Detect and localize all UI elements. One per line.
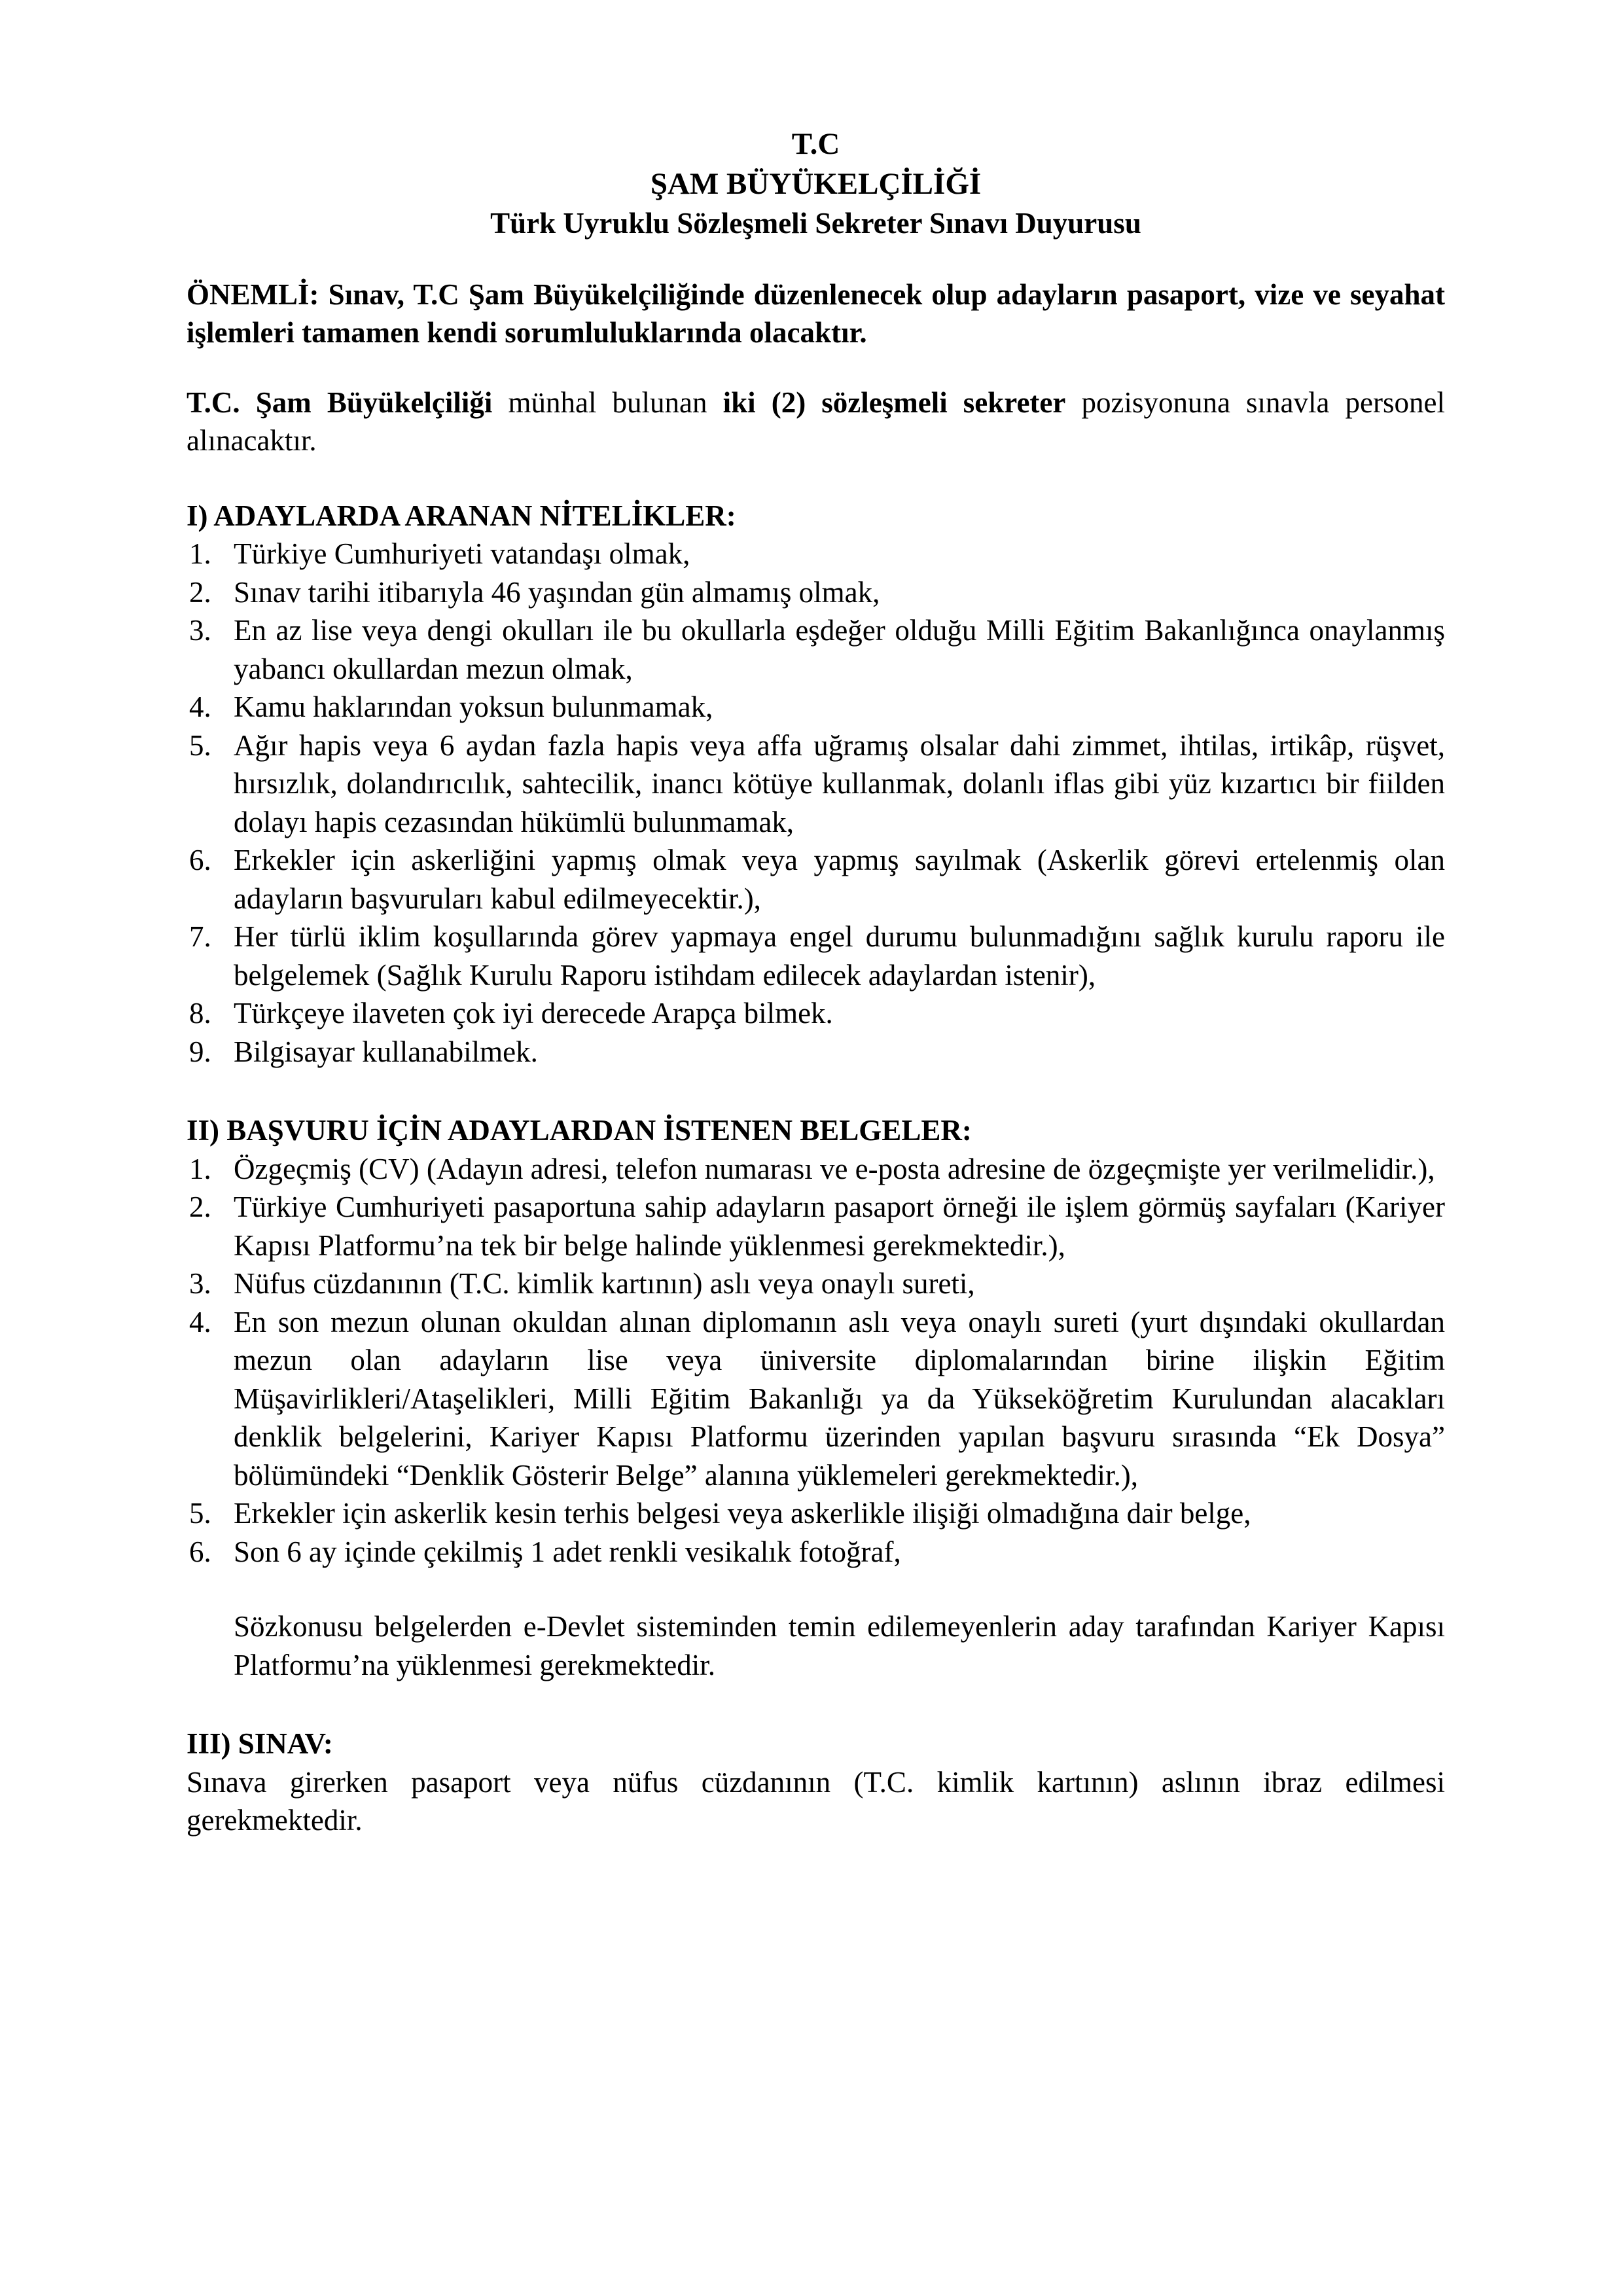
list-item-text: Türkçeye ilaveten çok iyi derecede Arapça bilmek.	[234, 997, 833, 1030]
header-line-subtitle: Türk Uyruklu Sözleşmeli Sekreter Sınavı Duyurusu	[490, 207, 1141, 240]
list-item-text: Ağır hapis veya 6 aydan fazla hapis veya affa uğramış olsalar dahi zimmet, ihtilas, irtikâp, rüşvet, hırsızlık, dolandırıcılık, sahtecilik, inancı kötüye kullanmak, dolanlı iflas gibi yüz kızartıcı bir fiilden dolayı hapis cezasından hükümlü bulunmamak,	[234, 728, 1445, 838]
spacer	[187, 460, 1445, 497]
intro-plain-1: münhal bulunan	[492, 386, 723, 419]
list-item-text: Bilgisayar kullanabilmek.	[234, 1035, 538, 1068]
list-item-text: En son mezun olunan okuldan alınan diplomanın aslı veya onaylı sureti (yurt dışındaki okullardan mezun olan adayların lise veya üniversite diplomalarından birine ilişkin Eğitim Müşavirlikleri/Ataşelikleri, Milli Eğitim Bakanlığı ya da Yükseköğretim Kurulundan alacakları denklik belgelerini, Kariyer Kapısı Platformu üzerinden yapılan başvuru sırasında “Ek Dosya” bölümündeki “Denklik Gösterir Belge” alanına yüklemeleri gerekmektedir.),	[234, 1305, 1445, 1492]
list-item	[187, 1033, 1445, 1071]
header-line-tc: T.C	[791, 127, 840, 161]
list-item	[187, 994, 1445, 1033]
intro-paragraph	[187, 384, 1445, 460]
list-item-number: 9.	[189, 1035, 211, 1068]
list-item-text: Türkiye Cumhuriyeti vatandaşı olmak,	[234, 537, 690, 571]
list-item	[187, 611, 1445, 688]
intro-embassy-name: T.C. Şam Büyükelçiliği	[187, 386, 493, 419]
list-item-number: 4.	[189, 1305, 211, 1338]
intro-plain-2: pozisyonuna sınavla personel alınacaktır.	[187, 386, 1445, 457]
section-iii-heading: III) SINAV:	[187, 1727, 333, 1761]
list-item	[187, 841, 1445, 918]
list-item	[187, 1494, 1445, 1533]
spacer	[187, 352, 1445, 384]
list-item-number: 5.	[189, 728, 211, 762]
list-item-text: Kamu haklarından yoksun bulunmamak,	[234, 691, 713, 724]
intro-position-count: iki (2) sözleşmeli sekreter	[722, 386, 1066, 419]
list-item-text: Erkekler için askerliğini yapmış olmak veya yapmış sayılmak (Askerlik görevi ertelenmiş olan adayların başvuruları kabul edilmeyecektir.),	[234, 844, 1445, 915]
spacer	[187, 1071, 1445, 1111]
spacer	[187, 243, 1445, 276]
list-item-number: 2.	[189, 1191, 211, 1224]
list-item	[187, 1533, 1445, 1571]
section-i-list	[187, 535, 1445, 1071]
list-item-number: 8.	[189, 997, 211, 1030]
list-item	[187, 726, 1445, 842]
list-item-text: Nüfus cüzdanının (T.C. kimlik kartının) aslı veya onaylı sureti,	[234, 1267, 975, 1300]
list-item-number: 7.	[189, 920, 211, 954]
list-item-text: Her türlü iklim koşullarında görev yapmaya engel durumu bulunmadığını sağlık kurulu raporu ile belgelemek (Sağlık Kurulu Raporu istihdam edilecek adaylardan istenir),	[234, 920, 1445, 992]
spacer	[187, 1571, 1445, 1607]
list-item-number: 3.	[189, 1267, 211, 1300]
list-item-number: 1.	[189, 1152, 211, 1185]
list-item	[187, 1188, 1445, 1265]
list-item-text: Özgeçmiş (CV) (Adayın adresi, telefon numarası ve e-posta adresine de özgeçmişte yer verilmelidir.),	[234, 1152, 1435, 1185]
list-item-number: 1.	[189, 537, 211, 571]
section-iii-paragraph: Sınava girerken pasaport veya nüfus cüzdanının (T.C. kimlik kartının) aslının ibraz edilmesi gerekmektedir.	[187, 1765, 1445, 1837]
list-item-text: Erkekler için askerlik kesin terhis belgesi veya askerlikle ilişiği olmadığına dair belge,	[234, 1497, 1251, 1530]
list-item-number: 2.	[189, 575, 211, 609]
section-ii-heading: II) BAŞVURU İÇİN ADAYLARDAN İSTENEN BELGELER:	[187, 1114, 972, 1147]
document-header	[187, 124, 1445, 243]
list-item-number: 6.	[189, 844, 211, 877]
list-item	[187, 1303, 1445, 1495]
section-i-heading: I) ADAYLARDA ARANAN NİTELİKLER:	[187, 499, 736, 532]
list-item-text: Türkiye Cumhuriyeti pasaportuna sahip adayların pasaport örneği ile işlem görmüş sayfaları (Kariyer Kapısı Platformu’na tek bir belge halinde yüklenmesi gerekmektedir.),	[234, 1191, 1445, 1262]
list-item	[187, 573, 1445, 612]
header-line-embassy: ŞAM BÜYÜKELÇİLİĞİ	[650, 167, 982, 202]
section-ii-list	[187, 1150, 1445, 1571]
list-item	[187, 918, 1445, 994]
list-item	[187, 688, 1445, 726]
list-item-text: Sınav tarihi itibarıyla 46 yaşından gün almamış olmak,	[234, 575, 880, 609]
spacer	[187, 1684, 1445, 1725]
list-item-number: 5.	[189, 1497, 211, 1530]
list-item-text: En az lise veya dengi okulları ile bu okullarla eşdeğer olduğu Milli Eğitim Bakanlığınca onaylanmış yabancı okullardan mezun olmak,	[234, 614, 1445, 685]
list-item-number: 4.	[189, 691, 211, 724]
list-item	[187, 1150, 1445, 1189]
list-item	[187, 535, 1445, 573]
section-ii-closing-paragraph: Sözkonusu belgelerden e-Devlet sisteminden temin edilemeyenlerin aday tarafından Kariyer Kapısı Platformu’na yüklenmesi gerekmektedir.	[234, 1610, 1445, 1681]
list-item-number: 3.	[189, 614, 211, 647]
list-item-text: Son 6 ay içinde çekilmiş 1 adet renkli vesikalık fotoğraf,	[234, 1535, 901, 1568]
list-item	[187, 1265, 1445, 1303]
document-body	[187, 124, 1445, 1840]
list-item-number: 6.	[189, 1535, 211, 1568]
important-notice-paragraph: ÖNEMLİ: Sınav, T.C Şam Büyükelçiliğinde düzenlenecek olup adayların pasaport, vize ve seyahat işlemleri tamamen kendi sorumluluklarında olacaktır.	[187, 278, 1445, 350]
